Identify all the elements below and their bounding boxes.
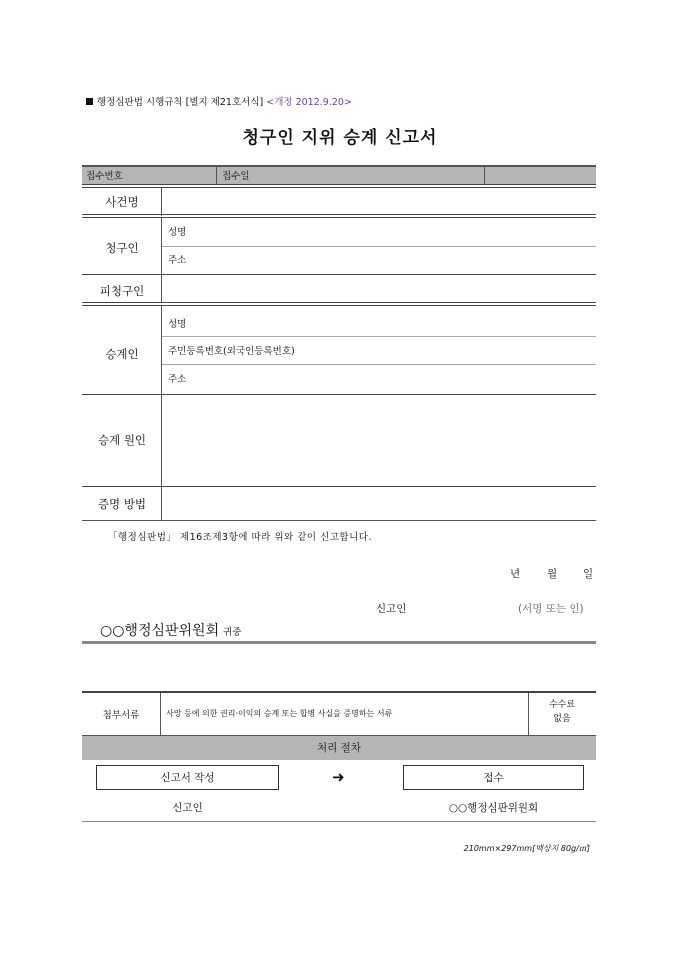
- cause-label: 승계 원인: [97, 433, 147, 447]
- step2-actor: ○○행정심판위원회: [448, 802, 539, 814]
- addressee: [100, 620, 241, 640]
- day-label: 일: [583, 568, 594, 580]
- successor-id-label: 주민등록번호(외국인등록번호): [168, 346, 295, 357]
- proof-label: 증명 방법: [97, 497, 147, 511]
- law-reference: [86, 94, 352, 108]
- section-rule: [82, 821, 596, 822]
- case-name-field[interactable]: [164, 188, 594, 216]
- receipt-number-label: 접수번호: [86, 171, 123, 182]
- claimant-address-label: 주소: [168, 255, 187, 266]
- addressee-suffix: 귀중: [223, 627, 242, 638]
- procedure-title: 처리 절차: [82, 735, 596, 760]
- square-bullet-icon: [86, 98, 93, 105]
- rule: [82, 486, 596, 487]
- row-divider: [162, 364, 596, 365]
- law-reference-text: 행정심판법 시행규칙 [별지 제21호서식]: [97, 97, 264, 108]
- receipt-bar: [82, 165, 596, 185]
- attachments-row: [82, 691, 596, 736]
- divider: [484, 167, 485, 184]
- divider: [216, 167, 217, 184]
- successor-address-label: 주소: [168, 374, 187, 385]
- receipt-date-label: 접수일: [222, 171, 250, 182]
- successor-label: 승계인: [105, 347, 139, 361]
- proof-field[interactable]: [164, 489, 594, 519]
- revision-note: <개정 2012.9.20>: [266, 97, 352, 108]
- claimant-name-label: 성명: [168, 227, 187, 238]
- report-form: [82, 165, 596, 521]
- step-receipt: 접수: [403, 765, 584, 790]
- year-label: 년: [510, 568, 521, 580]
- reporter-label: 신고인: [376, 603, 407, 615]
- page-title: 청구인 지위 승계 신고서: [242, 128, 438, 148]
- declaration-text: 「행정심판법」 제16조제3항에 따라 위와 같이 신고합니다.: [108, 532, 372, 543]
- month-label: 월: [547, 568, 558, 580]
- step1-actor: 신고인: [172, 802, 203, 814]
- attachments-description: 사망 등에 의한 권리·이익의 승계 또는 합병 사실을 증명하는 서류: [166, 709, 393, 718]
- step-write-report: 신고서 작성: [96, 765, 279, 790]
- double-rule: [82, 302, 596, 306]
- rule: [82, 394, 596, 395]
- respondent-field[interactable]: [164, 276, 594, 302]
- rule: [82, 274, 596, 275]
- row-divider: [162, 336, 596, 337]
- fee-label: 수수료: [548, 700, 576, 710]
- respondent-label: 피청구인: [99, 284, 145, 298]
- fee-value: 없음: [553, 714, 571, 724]
- cause-field[interactable]: [164, 397, 594, 485]
- successor-name-label: 성명: [168, 319, 187, 330]
- divider: [160, 693, 161, 735]
- paper-spec: 210mm×297mm[백상지 80g/㎡]: [463, 844, 590, 853]
- attachments-label: 첨부서류: [102, 710, 140, 721]
- double-rule: [82, 214, 596, 218]
- row-divider: [162, 246, 596, 247]
- claimant-label: 청구인: [105, 241, 139, 255]
- arrow-right-icon: ➜: [332, 768, 345, 786]
- addressee-name: ○○행정심판위원회: [100, 623, 220, 639]
- fee-cell: [528, 698, 596, 726]
- rule: [82, 520, 596, 521]
- case-name-label: 사건명: [105, 195, 139, 209]
- signature-hint: (서명 또는 인): [518, 603, 584, 615]
- section-rule: [82, 641, 596, 644]
